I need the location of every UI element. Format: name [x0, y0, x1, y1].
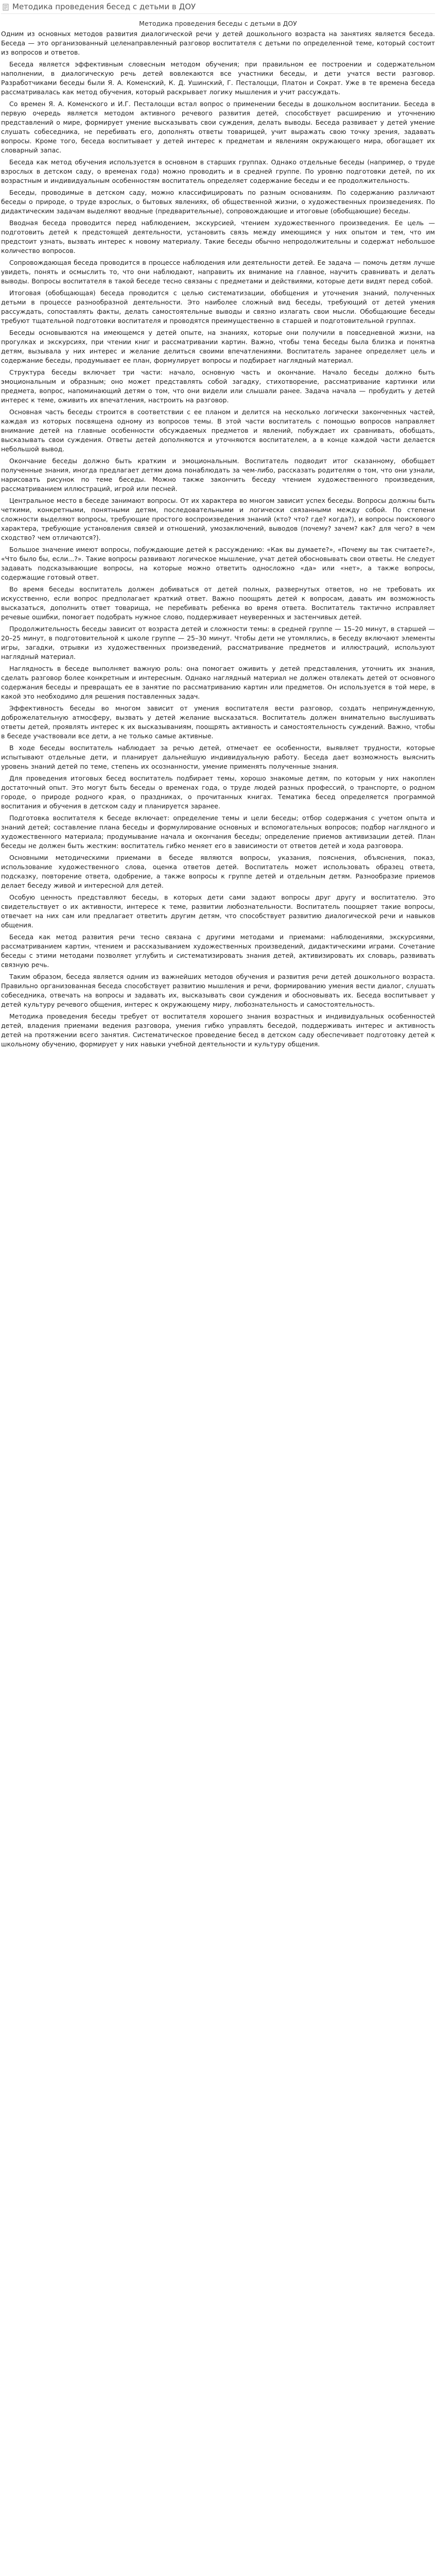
paragraph: Продолжительность беседы зависит от возраста детей и сложности темы: в средней группе — 15–20 минут, в старшей — 20–25 минут, в подготовительной к школе группе — 25–30 минут. Чтобы дети не утомлялись, в беседу включают элементы игры, загадки, отрывки из художественных произведений, рассматривание предметов и иллюстраций, используют наглядный материал. [1, 625, 435, 660]
paragraph: Сопровождающая беседа проводится в процессе наблюдения или деятельности детей. Ее задача — помочь детям лучше увидеть, понять и осмыслить то, что они наблюдают, направить их внимание на главное, научить сравнивать и делать выводы. Вопросы воспитателя в такой беседе тесно связаны с предметами и действиями, которые дети видят перед собой. [1, 259, 435, 285]
paragraph: Основная часть беседы строится в соответствии с ее планом и делится на несколько логически законченных частей, каждая из которых посвящена одному из вопросов темы. В этой части воспитатель с помощью вопросов направляет внимание детей на главные особенности обсуждаемых предметов и явлений, побуждает их сравнивать, обобщать, высказывать свои суждения. Ответы детей дополняются и уточняются воспитателем, а в конце каждой части делается небольшой вывод. [1, 408, 435, 453]
paragraph: Центральное место в беседе занимают вопросы. От их характера во многом зависит успех беседы. Вопросы должны быть четкими, конкретными, понятными детям, последовательными и логически связанными между собой. По степени сложности выделяют вопросы, требующие простого воспроизведения знаний (кто? что? где? когда?), и вопросы поискового характера, требующие установления связей и отношений, умозаключений, выводов (почему? зачем? как? для чего? в чем сходство? чем отличаются?). [1, 497, 435, 541]
article-page [0, 0, 436, 1058]
paragraph: Структура беседы включает три части: начало, основную часть и окончание. Начало беседы должно быть эмоциональным и образным; оно может представлять собой загадку, стихотворение, рассматривание картинки или предмета, вопрос, напоминающий детям о том, что они видели или слышали ранее. Задача начала — пробудить у детей интерес к теме, оживить их впечатления, настроить на разговор. [1, 368, 435, 404]
paragraph: Методика проведения беседы требует от воспитателя хорошего знания возрастных и индивидуальных особенностей детей, владения приемами ведения разговора, умения гибко управлять беседой, поддерживать интерес и активность детей на протяжении всего занятия. Систематическое проведение бесед в детском саду обеспечивает подготовку детей к школьному обучению, формирует у них навыки учебной деятельности и культуру общения. [1, 1012, 435, 1048]
paragraph: Беседа как метод развития речи тесно связана с другими методами и приемами: наблюдениями, экскурсиями, рассматриванием картин, чтением и рассказыванием художественных произведений, дидактическими играми. Сочетание беседы с этими методами позволяет углубить и систематизировать знания детей, активизировать их словарь, развивать связную речь. [1, 933, 435, 969]
paragraph: Беседы, проводимые в детском саду, можно классифицировать по разным основаниям. По содержанию различают беседы о природе, о труде взрослых, о бытовых явлениях, об общественной жизни, о художественных произведениях. По дидактическим задачам выделяют вводные (предварительные), сопровождающие и итоговые (обобщающие) беседы. [1, 189, 435, 215]
document-paragraphs [1, 29, 435, 1049]
paragraph: Вводная беседа проводится перед наблюдением, экскурсией, чтением художественного произведения. Ее цель — подготовить детей к предстоящей деятельности, установить связь между имеющимся у них опытом и тем, что им предстоит узнать, вызвать интерес к новому материалу. Такие беседы обычно непродолжительны и содержат небольшое количество вопросов. [1, 219, 435, 255]
paragraph: Итоговая (обобщающая) беседа проводится с целью систематизации, обобщения и уточнения знаний, полученных детьми в процессе разнообразной деятельности. Это наиболее сложный вид беседы, требующий от детей умения рассуждать, сопоставлять факты, делать самостоятельные выводы и связно излагать свои мысли. Обобщающие беседы требуют тщательной подготовки воспитателя и проводятся преимущественно в старшей и подготовительной группах. [1, 289, 435, 325]
page-header [1, 0, 435, 14]
document-body [1, 14, 435, 1049]
paragraph: Таким образом, беседа является одним из важнейших методов обучения и развития речи детей дошкольного возраста. Правильно организованная беседа способствует развитию мышления и речи, формированию умения вести диалог, слушать собеседника, отвечать на вопросы и задавать их, высказывать свои суждения и обосновывать их. Беседа воспитывает у детей культуру речевого общения, интерес к окружающему миру, любознательность и самостоятельность. [1, 973, 435, 1008]
paragraph: Окончание беседы должно быть кратким и эмоциональным. Воспитатель подводит итог сказанному, обобщает полученные знания, иногда предлагает детям дома понаблюдать за чем-либо, рассказать родителям о том, что они узнали, нарисовать рисунок по теме беседы. Можно также закончить беседу чтением художественного произведения, рассматриванием иллюстраций, игрой или песней. [1, 457, 435, 493]
paragraph: Эффективность беседы во многом зависит от умения воспитателя вести разговор, создать непринужденную, доброжелательную атмосферу, вызвать у детей желание высказаться. Воспитатель должен внимательно выслушивать ответы детей, проявлять интерес к их высказываниям, поощрять активность и самостоятельность суждений. Важно, чтобы в беседе участвовали все дети, а не только самые активные. [1, 704, 435, 740]
paragraph: Беседы основываются на имеющемся у детей опыте, на знаниях, которые они получили в повседневной жизни, на прогулках и экскурсиях, при чтении книг и рассматривании картин. Важно, чтобы тема беседы была близка и понятна детям, вызывала у них интерес и желание делиться своими впечатлениями. Воспитатель заранее определяет цель и содержание беседы, продумывает ее план, формулирует вопросы и подбирает наглядный материал. [1, 329, 435, 364]
paragraph: Для проведения итоговых бесед воспитатель подбирает темы, хорошо знакомые детям, по которым у них накоплен достаточный опыт. Это могут быть беседы о временах года, о труде людей разных профессий, о транспорте, о родном городе, о природе родного края, о праздниках, о прочитанных книгах. Тематика бесед определяется программой воспитания и обучения в детском саду и планируется заранее. [1, 774, 435, 810]
page-title: Методика проведения бесед с детьми в ДОУ [12, 2, 196, 11]
paragraph: Основными методическими приемами в беседе являются вопросы, указания, пояснения, объяснения, показ, использование художественного слова, оценка ответов детей. Воспитатель может использовать образец ответа, подсказку, повторение ответа, одобрение, а также вопросы к группе детей и отдельным детям. Разнообразие приемов делает беседу живой и интересной для детей. [1, 854, 435, 889]
paragraph: Беседа является эффективным словесным методом обучения; при правильном ее построении и содержательном наполнении, в диалогическую речь детей вовлекаются все участники беседы, и дети учатся вести разговор. Разработчиками беседы были Я. А. Коменский, К. Д. Ушинский, Г. Песталоцци, Платон и Сократ. Уже в те времена беседа рассматривалась как метод обучения, который раскрывает логику мышления и учит рассуждать. [1, 60, 435, 96]
document-icon [2, 3, 9, 10]
paragraph: Наглядность в беседе выполняет важную роль: она помогает оживить у детей представления, уточнить их знания, сделать разговор более конкретным и интересным. Однако наглядный материал не должен отвлекать детей от основного содержания беседы и превращать ее в занятие по рассматриванию картин или предметов. Он используется в той мере, в какой это необходимо для решения поставленных задач. [1, 665, 435, 700]
paragraph: Особую ценность представляют беседы, в которых дети сами задают вопросы друг другу и воспитателю. Это свидетельствует о их активности, интересе к теме, развитии любознательности. Воспитатель поощряет такие вопросы, отвечает на них сам или предлагает ответить другим детям, что способствует развитию диалогической речи и навыков общения. [1, 893, 435, 929]
document-subtitle: Методика проведения беседы с детьми в ДОУ [139, 20, 297, 27]
paragraph: В ходе беседы воспитатель наблюдает за речью детей, отмечает ее особенности, выявляет трудности, которые испытывают отдельные дети, и планирует дальнейшую индивидуальную работу. Беседа дает возможность выяснить уровень знаний детей по теме, степень их осознанности, умение применять полученные знания. [1, 744, 435, 770]
paragraph: Подготовка воспитателя к беседе включает: определение темы и цели беседы; отбор содержания с учетом опыта и знаний детей; составление плана беседы и формулирование основных и вспомогательных вопросов; подбор наглядного и художественного материала; продумывание начала и окончания беседы; определение приемов активизации детей. План беседы не должен быть жестким: воспитатель гибко меняет его в зависимости от ответов детей и хода разговора. [1, 814, 435, 850]
paragraph: Одним из основных методов развития диалогической речи у детей дошкольного возраста на занятиях является беседа. Беседа — это организованный целенаправленный разговор воспитателя с детьми по определенной теме, который состоит из вопросов и ответов. [1, 30, 435, 56]
paragraph: Большое значение имеют вопросы, побуждающие детей к рассуждению: «Как вы думаете?», «Почему вы так считаете?», «Что было бы, если...?». Такие вопросы развивают логическое мышление, учат детей обосновывать свои ответы. Не следует задавать подсказывающие вопросы, на которые можно ответить односложно «да» или «нет», а также вопросы, содержащие готовый ответ. [1, 546, 435, 581]
paragraph: Беседа как метод обучения используется в основном в старших группах. Однако отдельные беседы (например, о труде взрослых в детском саду, о временах года) можно проводить и в средней группе. По уровню подготовки детей, по их возрастным и индивидуальным особенностям воспитатель определяет содержание беседы и ее продолжительность. [1, 158, 435, 184]
paragraph: Во время беседы воспитатель должен добиваться от детей полных, развернутых ответов, но не требовать их искусственно, если вопрос предполагает краткий ответ. Важно поощрять детей к вопросам, давать им возможность высказаться, дополнить ответ товарища, не перебивать ребенка во время ответа. Воспитатель тактично исправляет речевые ошибки, помогает подобрать нужное слово, поддерживает неуверенных и застенчивых детей. [1, 585, 435, 621]
paragraph: Со времен Я. А. Коменского и И.Г. Песталоцци встал вопрос о применении беседы в дошкольном воспитании. Беседа в первую очередь является методом активного речевого развития детей, способствует расширению и уточнению представлений о мире, формирует умение высказывать свои суждения, делать выводы. Беседа развивает у детей умение слушать собеседника, не перебивать его, дополнять ответы товарищей, учит выражать свою точку зрения, задавать вопросы. Кроме того, беседа воспитывает у детей интерес к предметам и явлениям окружающего мира, обогащает их словарный запас. [1, 100, 435, 154]
